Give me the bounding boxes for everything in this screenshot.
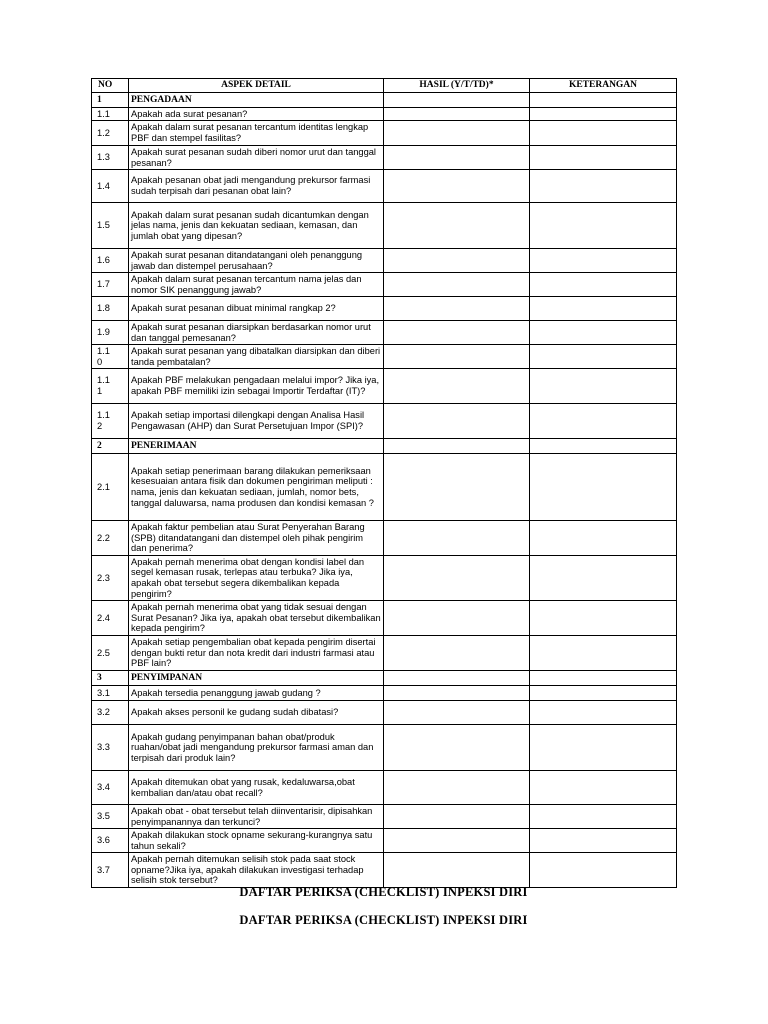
item-question: Apakah ada surat pesanan? xyxy=(129,108,384,121)
result-cell[interactable] xyxy=(384,636,530,671)
notes-cell[interactable] xyxy=(530,636,677,671)
notes-cell[interactable] xyxy=(530,439,677,454)
item-question: Apakah obat - obat tersebut telah diinventarisir, dipisahkan penyimpanannya dan terkunci? xyxy=(129,805,384,829)
notes-cell[interactable] xyxy=(530,146,677,170)
item-number: 1.3 xyxy=(92,146,129,170)
notes-cell[interactable] xyxy=(530,725,677,771)
table-row xyxy=(92,121,677,146)
notes-cell[interactable] xyxy=(530,273,677,297)
result-cell[interactable] xyxy=(384,404,530,439)
result-cell[interactable] xyxy=(384,601,530,636)
item-question: Apakah pernah menerima obat yang tidak sesuai dengan Surat Pesanan? Jika iya, apakah obat tersebut dikembalikan kepada pengirim? xyxy=(129,601,384,636)
result-cell[interactable] xyxy=(384,369,530,404)
document-title: DAFTAR PERIKSA (CHECKLIST) INPEKSI DIRI xyxy=(239,885,528,899)
notes-cell[interactable] xyxy=(530,297,677,321)
item-number: 2.5 xyxy=(92,636,129,671)
section-number: 1 xyxy=(92,93,129,108)
notes-cell[interactable] xyxy=(530,771,677,805)
result-cell[interactable] xyxy=(384,146,530,170)
item-number: 2.2 xyxy=(92,521,129,556)
notes-cell[interactable] xyxy=(530,805,677,829)
item-question: Apakah dilakukan stock opname sekurang-kurangnya satu tahun sekali? xyxy=(129,829,384,853)
item-number: 3.2 xyxy=(92,701,129,725)
result-cell[interactable] xyxy=(384,829,530,853)
result-cell[interactable] xyxy=(384,93,530,108)
item-question: Apakah pernah menerima obat dengan kondisi label dan segel kemasan rusak, terlepas atau terbuka? Jika iya, apakah obat tersebut segera dikembalikan kepada pengirim? xyxy=(129,556,384,601)
item-number: 2.3 xyxy=(92,556,129,601)
notes-cell[interactable] xyxy=(530,556,677,601)
item-question: Apakah PBF melakukan pengadaan melalui impor? Jika iya, apakah PBF memiliki izin sebagai Importir Terdaftar (IT)? xyxy=(129,369,384,404)
result-cell[interactable] xyxy=(384,321,530,345)
item-question: Apakah tersedia penanggung jawab gudang ? xyxy=(129,686,384,701)
result-cell[interactable] xyxy=(384,701,530,725)
table-row xyxy=(92,521,677,556)
table-row xyxy=(92,273,677,297)
item-number: 3.1 xyxy=(92,686,129,701)
table-row xyxy=(92,146,677,170)
item-question: Apakah akses personil ke gudang sudah dibatasi? xyxy=(129,701,384,725)
result-cell[interactable] xyxy=(384,439,530,454)
notes-cell[interactable] xyxy=(530,321,677,345)
notes-cell[interactable] xyxy=(530,454,677,521)
table-row xyxy=(92,829,677,853)
table-row xyxy=(92,249,677,273)
item-number: 1.4 xyxy=(92,170,129,203)
item-number: 3.4 xyxy=(92,771,129,805)
item-question: Apakah surat pesanan dibuat minimal rangkap 2? xyxy=(129,297,384,321)
item-question: Apakah ditemukan obat yang rusak, kedaluwarsa,obat kembalian dan/atau obat recall? xyxy=(129,771,384,805)
table-row xyxy=(92,853,677,888)
section-title: PENYIMPANAN xyxy=(129,671,384,686)
result-cell[interactable] xyxy=(384,556,530,601)
table-row xyxy=(92,170,677,203)
item-question: Apakah dalam surat pesanan tercantum nama jelas dan nomor SIK penanggung jawab? xyxy=(129,273,384,297)
item-number: 1.5 xyxy=(92,203,129,249)
table-row xyxy=(92,771,677,805)
checklist-table xyxy=(91,78,677,888)
item-number: 2.1 xyxy=(92,454,129,521)
notes-cell[interactable] xyxy=(530,404,677,439)
section-row xyxy=(92,93,677,108)
section-row xyxy=(92,671,677,686)
item-number: 1.2 xyxy=(92,121,129,146)
notes-cell[interactable] xyxy=(530,345,677,369)
result-cell[interactable] xyxy=(384,805,530,829)
item-number: 2.4 xyxy=(92,601,129,636)
item-number: 1.1 xyxy=(92,108,129,121)
result-cell[interactable] xyxy=(384,345,530,369)
notes-cell[interactable] xyxy=(530,121,677,146)
notes-cell[interactable] xyxy=(530,853,677,888)
header-notes: KETERANGAN xyxy=(530,79,677,93)
notes-cell[interactable] xyxy=(530,521,677,556)
table-row xyxy=(92,297,677,321)
table-row xyxy=(92,601,677,636)
result-cell[interactable] xyxy=(384,249,530,273)
result-cell[interactable] xyxy=(384,771,530,805)
result-cell[interactable] xyxy=(384,521,530,556)
notes-cell[interactable] xyxy=(530,686,677,701)
header-result: HASIL (Y/T/TD)* xyxy=(384,79,530,93)
notes-cell[interactable] xyxy=(530,93,677,108)
item-question: Apakah dalam surat pesanan sudah dicantumkan dengan jelas nama, jenis dan kekuatan sediaan, kemasan, dan jumlah obat yang dipesan? xyxy=(129,203,384,249)
notes-cell[interactable] xyxy=(530,369,677,404)
item-question: Apakah setiap penerimaan barang dilakukan pemeriksaan kesesuaian antara fisik dan dokumen pengiriman meliputi : nama, jenis dan kekuatan sediaan, jumlah, nomor bets, tanggal daluwarsa, nama produsen dan kondisi kemasan ? xyxy=(129,454,384,521)
notes-cell[interactable] xyxy=(530,671,677,686)
item-number: 3.3 xyxy=(92,725,129,771)
item-question: Apakah gudang penyimpanan bahan obat/produk ruahan/obat jadi mengandung prekursor farmasi aman dan terpisah dari produk lain? xyxy=(129,725,384,771)
item-question: Apakah surat pesanan diarsipkan berdasarkan nomor urut dan tanggal pemesanan? xyxy=(129,321,384,345)
table-row xyxy=(92,701,677,725)
result-cell[interactable] xyxy=(384,297,530,321)
result-cell[interactable] xyxy=(384,671,530,686)
table-row xyxy=(92,636,677,671)
item-number: 1.6 xyxy=(92,249,129,273)
notes-cell[interactable] xyxy=(530,601,677,636)
item-number: 3.5 xyxy=(92,805,129,829)
item-number: 1.7 xyxy=(92,273,129,297)
item-question: Apakah dalam surat pesanan tercantum identitas lengkap PBF dan stempel fasilitas? xyxy=(129,121,384,146)
table-row xyxy=(92,203,677,249)
notes-cell[interactable] xyxy=(530,170,677,203)
result-cell[interactable] xyxy=(384,853,530,888)
table-header-row xyxy=(92,79,677,93)
section-row xyxy=(92,439,677,454)
document-title-repeat: DAFTAR PERIKSA (CHECKLIST) INPEKSI DIRI xyxy=(239,913,528,927)
result-cell[interactable] xyxy=(384,273,530,297)
item-question: Apakah pesanan obat jadi mengandung prekursor farmasi sudah terpisah dari pesanan obat lain? xyxy=(129,170,384,203)
table-row xyxy=(92,345,677,369)
item-question: Apakah pernah ditemukan selisih stok pada saat stock opname?Jika iya, apakah dilakukan investigasi terhadap selisih stok tersebut? xyxy=(129,853,384,888)
item-question: Apakah surat pesanan sudah diberi nomor urut dan tanggal pesanan? xyxy=(129,146,384,170)
table-row xyxy=(92,556,677,601)
notes-cell[interactable] xyxy=(530,108,677,121)
table-row xyxy=(92,725,677,771)
table-row xyxy=(92,108,677,121)
item-number: 1.1 0 xyxy=(92,345,129,369)
notes-cell[interactable] xyxy=(530,701,677,725)
table-row xyxy=(92,321,677,345)
item-question: Apakah setiap importasi dilengkapi dengan Analisa Hasil Pengawasan (AHP) dan Surat Persetujuan Impor (SPI)? xyxy=(129,404,384,439)
result-cell[interactable] xyxy=(384,170,530,203)
result-cell[interactable] xyxy=(384,686,530,701)
result-cell[interactable] xyxy=(384,121,530,146)
checklist-body xyxy=(92,93,677,888)
result-cell[interactable] xyxy=(384,454,530,521)
notes-cell[interactable] xyxy=(530,203,677,249)
notes-cell[interactable] xyxy=(530,829,677,853)
item-number: 1.8 xyxy=(92,297,129,321)
section-number: 2 xyxy=(92,439,129,454)
item-number: 3.6 xyxy=(92,829,129,853)
item-question: Apakah faktur pembelian atau Surat Penyerahan Barang (SPB) ditandatangani dan distempel oleh pihak pengirim dan penerima? xyxy=(129,521,384,556)
item-question: Apakah surat pesanan yang dibatalkan diarsipkan dan diberi tanda pembatalan? xyxy=(129,345,384,369)
notes-cell[interactable] xyxy=(530,249,677,273)
section-number: 3 xyxy=(92,671,129,686)
item-number: 1.1 1 xyxy=(92,369,129,404)
table-row xyxy=(92,686,677,701)
section-title: PENGADAAN xyxy=(129,93,384,108)
section-title: PENERIMAAN xyxy=(129,439,384,454)
table-row xyxy=(92,454,677,521)
item-number: 1.1 2 xyxy=(92,404,129,439)
table-row xyxy=(92,369,677,404)
result-cell[interactable] xyxy=(384,203,530,249)
header-aspect-detail: ASPEK DETAIL xyxy=(129,79,384,93)
item-number: 3.7 xyxy=(92,853,129,888)
result-cell[interactable] xyxy=(384,725,530,771)
table-row xyxy=(92,404,677,439)
item-number: 1.9 xyxy=(92,321,129,345)
table-row xyxy=(92,805,677,829)
result-cell[interactable] xyxy=(384,108,530,121)
item-question: Apakah setiap pengembalian obat kepada pengirim disertai dengan bukti retur dan nota kredit dari industri farmasi atau PBF lain? xyxy=(129,636,384,671)
item-question: Apakah surat pesanan ditandatangani oleh penanggung jawab dan distempel perusahaan? xyxy=(129,249,384,273)
header-no: NO xyxy=(92,79,129,93)
